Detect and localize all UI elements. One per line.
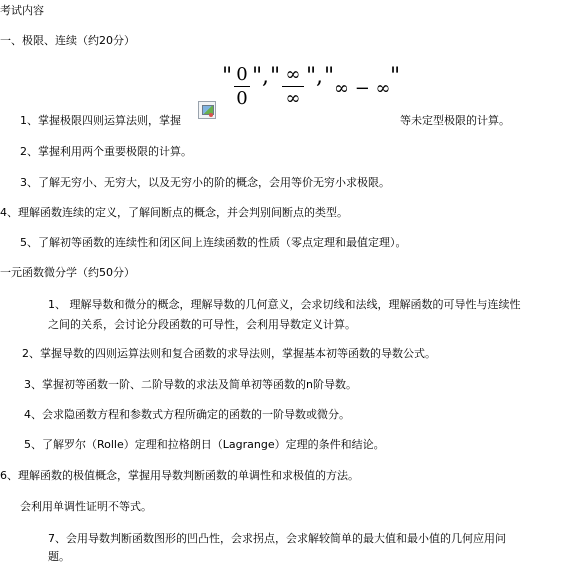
s2-item-7-line2: 题。	[48, 550, 70, 563]
formula-quote: "	[222, 64, 233, 89]
s2-item-4: 4、会求隐函数方程和参数式方程所确定的函数的一阶导数或微分。	[24, 408, 350, 421]
s2-item-7-line1: 7、会用导数判断函数图形的凹凸性，会求拐点，会求解较简单的最大值和最小值的几何应用问	[48, 532, 506, 545]
document-title: 考试内容	[0, 4, 44, 17]
fraction1-bar	[234, 86, 250, 87]
s1-item-1-suffix: 等未定型极限的计算。	[400, 114, 510, 127]
s1-item-4: 4、理解函数连续的定义，了解间断点的概念，并会判别间断点的类型。	[0, 206, 348, 219]
s1-item-2: 2、掌握利用两个重要极限的计算。	[20, 145, 192, 158]
section1-heading: 一、极限、连续（约20分）	[0, 34, 135, 47]
s2-item-2: 2、掌握导数的四则运算法则和复合函数的求导法则，掌握基本初等函数的导数公式。	[22, 347, 436, 360]
s1-item-5: 5、了解初等函数的连续性和闭区间上连续函数的性质（零点定理和最值定理）。	[20, 236, 407, 249]
fraction1-denominator: 0	[236, 88, 248, 109]
fraction-zero-over-zero	[234, 64, 250, 109]
s2-item-3: 3、掌握初等函数一阶、二阶导数的求法及简单初等函数的n阶导数。	[24, 378, 357, 391]
formula-quote: "	[324, 64, 335, 89]
s2-item-5: 5、了解罗尔（Rolle）定理和拉格朗日（Lagrange）定理的条件和结论。	[24, 438, 385, 451]
formula-quote: "	[306, 64, 317, 89]
formula-image	[222, 64, 400, 120]
formula-inf-minus-inf: ∞ − ∞	[334, 78, 391, 99]
s1-item-3: 3、了解无穷小、无穷大，以及无穷小的阶的概念，会用等价无穷小求极限。	[20, 176, 390, 189]
s2-item-6-cont: 会利用单调性证明不等式。	[20, 500, 152, 513]
formula-quote: "	[390, 64, 401, 89]
broken-image-icon	[198, 101, 216, 119]
fraction1-numerator: 0	[236, 64, 248, 85]
section2-heading: 一元函数微分学（约50分）	[0, 266, 135, 279]
fraction2-numerator: ∞	[285, 64, 301, 85]
formula-comma: ,	[262, 64, 269, 89]
s1-item-1-prefix: 1、掌握极限四则运算法则，掌握	[20, 114, 181, 127]
s2-item-1-line1: 1、 理解导数和微分的概念，理解导数的几何意义，会求切线和法线，理解函数的可导性与连续性	[48, 298, 521, 311]
fraction2-bar	[282, 86, 304, 87]
s2-item-6: 6、理解函数的极值概念，掌握用导数判断函数的单调性和求极值的方法。	[0, 469, 359, 482]
formula-quote: "	[270, 64, 281, 89]
formula-comma: ,	[316, 64, 323, 89]
s2-item-1-line2: 之间的关系，会讨论分段函数的可导性，会利用导数定义计算。	[48, 318, 356, 331]
fraction2-denominator: ∞	[285, 88, 301, 109]
formula-quote: "	[252, 64, 263, 89]
fraction-inf-over-inf	[282, 64, 304, 109]
